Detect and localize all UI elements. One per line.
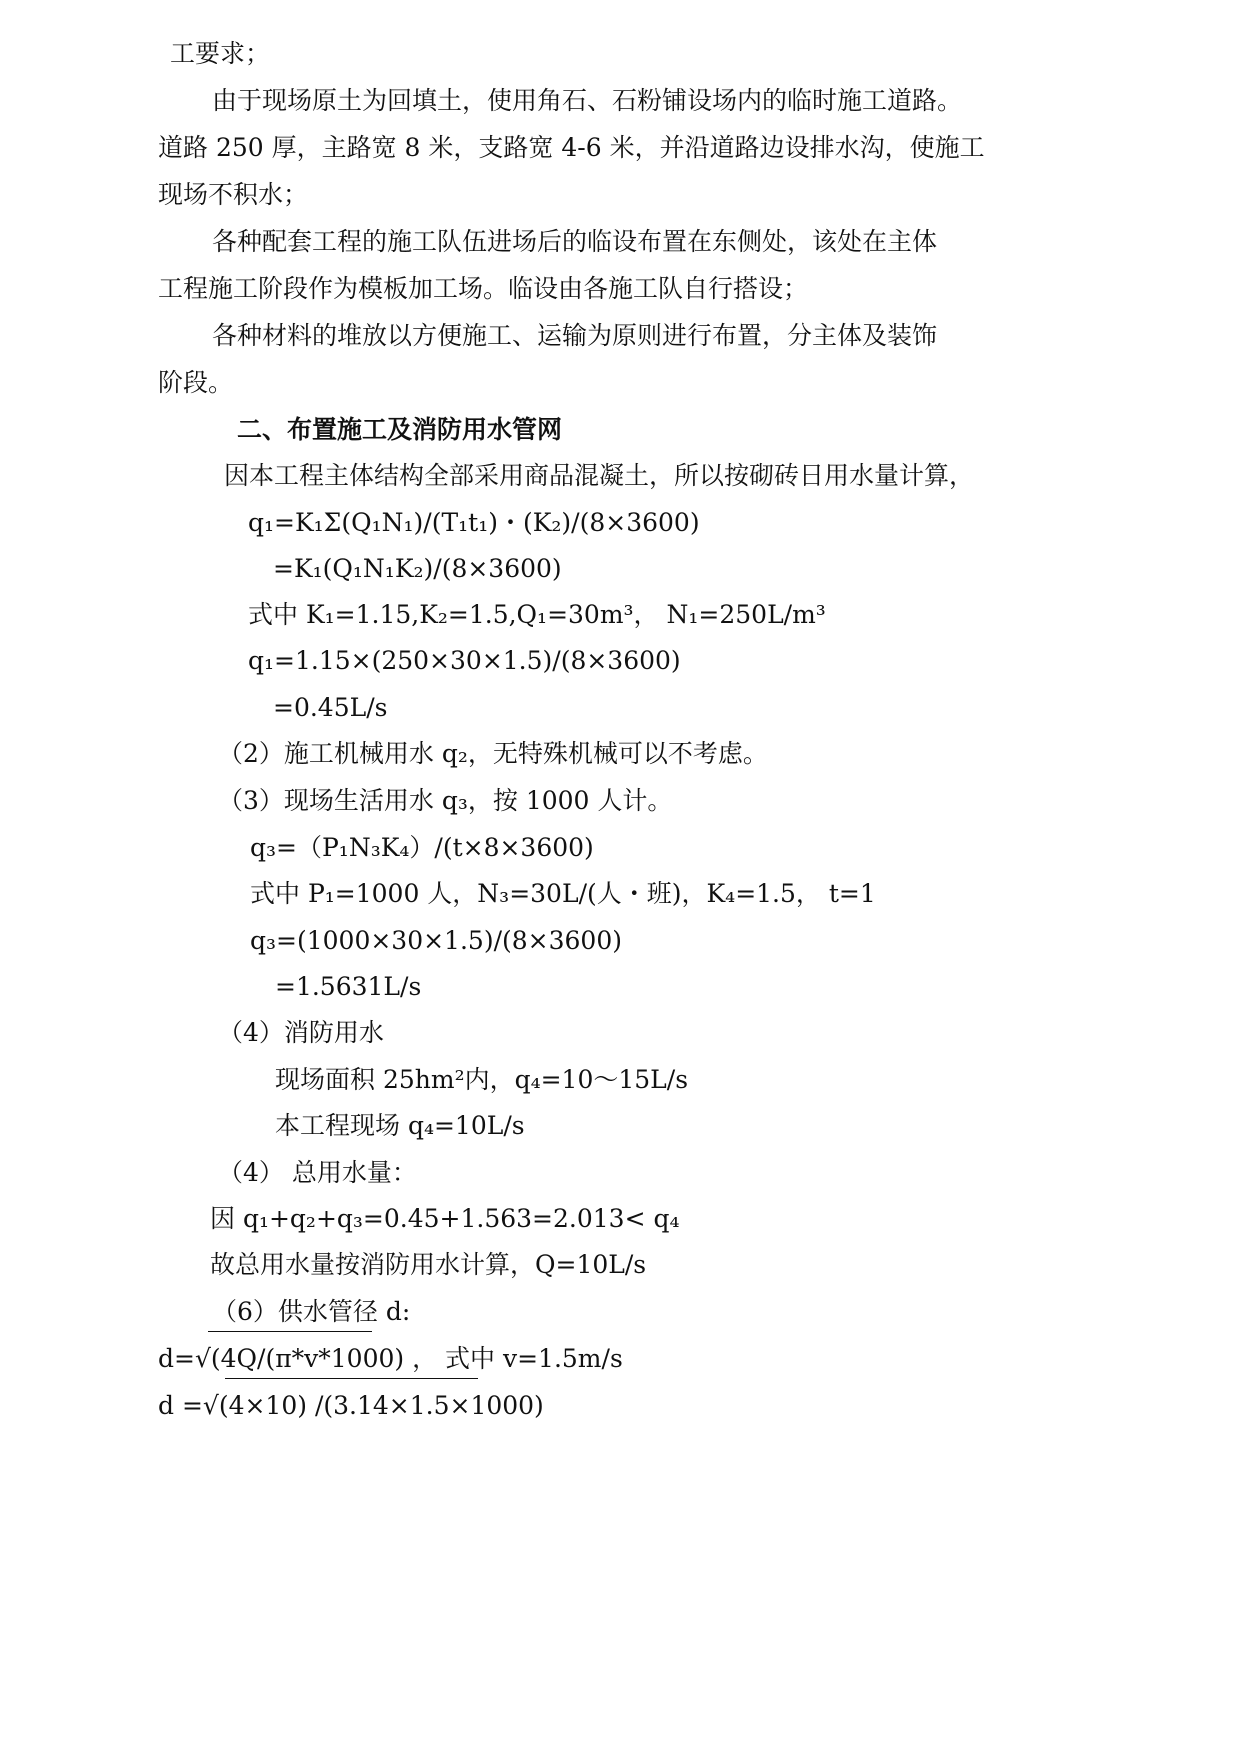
section-heading: 二、布置施工及消防用水管网	[237, 415, 563, 444]
formula-line: 现场面积 25hm²内，q₄=10～15L/s	[275, 1065, 689, 1094]
paragraph-line: 道路 250 厚，主路宽 8 米，支路宽 4-6 米，并沿道路边设排水沟，使施工	[158, 133, 985, 162]
formula-line: d =√(4×10) /(3.14×1.5×1000)	[158, 1391, 544, 1420]
paragraph-line: 由于现场原土为回填土，使用角石、石粉铺设场内的临时施工道路。	[212, 86, 963, 115]
formula-line: =0.45L/s	[273, 693, 388, 722]
section-line: （6）供水管径 d:	[212, 1297, 411, 1326]
paragraph-line: 各种配套工程的施工队伍进场后的临设布置在东侧处，该处在主体	[212, 227, 938, 256]
underline-rule	[225, 1378, 478, 1379]
paragraph-line: 现场不积水；	[158, 180, 309, 209]
underline-rule	[208, 1331, 372, 1332]
formula-line: q₃=（P₁N₃K₄）/(t×8×3600)	[250, 833, 594, 862]
section-line: （4）消防用水	[218, 1018, 384, 1047]
paragraph-line: 因本工程主体结构全部采用商品混凝土，所以按砌砖日用水量计算，	[224, 461, 975, 490]
paragraph-line: 各种材料的堆放以方便施工、运输为原则进行布置，分主体及装饰	[212, 321, 938, 350]
paragraph-line: 阶段。	[158, 368, 234, 397]
formula-line: 因 q₁+q₂+q₃=0.45+1.563=2.013< q₄	[210, 1204, 680, 1233]
formula-line: q₁=K₁Σ(Q₁N₁)/(T₁t₁)・(K₂)/(8×3600)	[248, 508, 700, 537]
formula-line: q₁=1.15×(250×30×1.5)/(8×3600)	[248, 646, 681, 675]
formula-line: 式中 P₁=1000 人，N₃=30L/(人・班)，K₄=1.5， t=1	[250, 879, 876, 908]
paragraph-line: 工程施工阶段作为模板加工场。临设由各施工队自行搭设；	[158, 274, 809, 303]
formula-line: 式中 K₁=1.15,K₂=1.5,Q₁=30m³， N₁=250L/m³	[248, 600, 826, 629]
formula-line: q₃=(1000×30×1.5)/(8×3600)	[250, 926, 622, 955]
formula-line: =K₁(Q₁N₁K₂)/(8×3600)	[273, 554, 562, 583]
formula-line: 故总用水量按消防用水计算，Q=10L/s	[210, 1250, 647, 1279]
section-line: （3）现场生活用水 q₃，按 1000 人计。	[218, 786, 673, 815]
section-line: （4） 总用水量：	[218, 1158, 417, 1187]
formula-line: =1.5631L/s	[275, 972, 422, 1001]
formula-line: 本工程现场 q₄=10L/s	[275, 1111, 525, 1140]
paragraph-line: 工要求；	[170, 39, 271, 68]
formula-line: d=√(4Q/(π*v*1000) ， 式中 v=1.5m/s	[158, 1344, 623, 1373]
section-line: （2）施工机械用水 q₂，无特殊机械可以不考虑。	[218, 739, 768, 768]
